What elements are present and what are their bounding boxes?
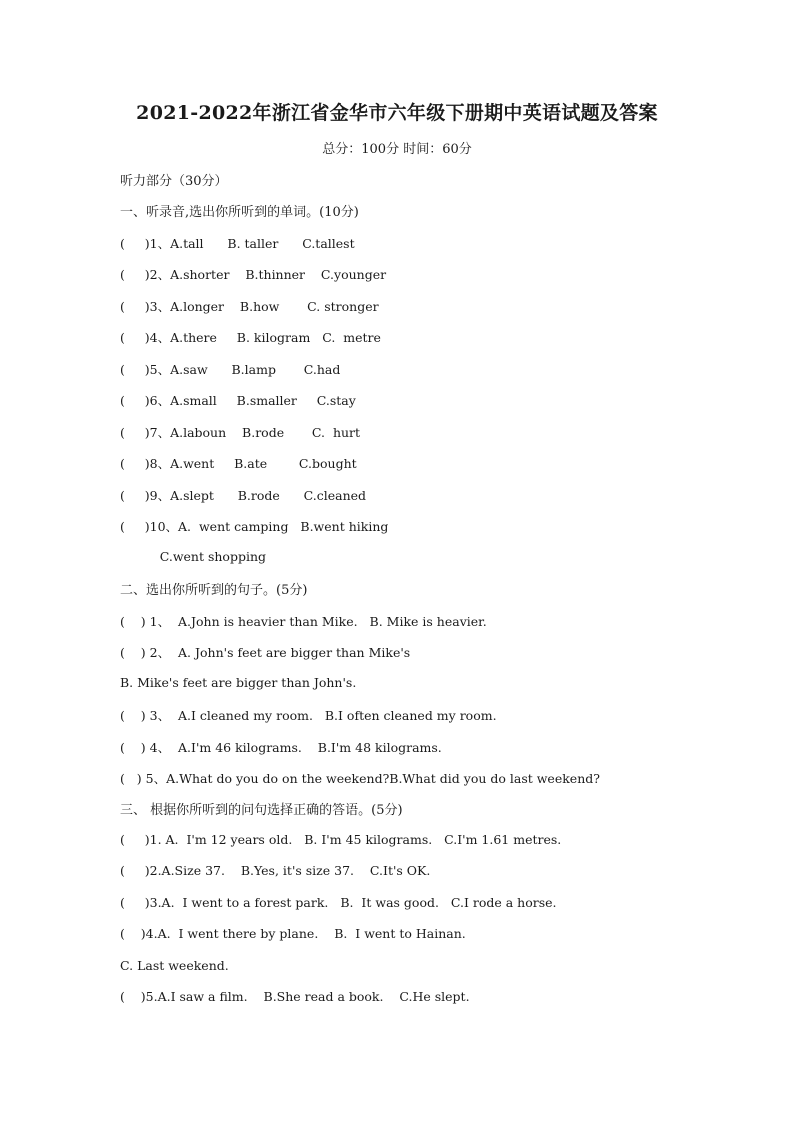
question-line: ( )8、A.went B.ate C.bought [120, 456, 357, 471]
question-line: ( ) 4、 A.I'm 46 kilograms. B.I'm 48 kilograms. [120, 740, 442, 755]
section-1-heading: 一、听录音,选出你所听到的单词。(10分) [120, 205, 359, 220]
question-line: ( )2、A.shorter B.thinner C.younger [120, 267, 387, 282]
question-line: C.went shopping [120, 549, 267, 564]
question-line: ( )5、A.saw B.lamp C.had [120, 362, 341, 377]
question-line: ( )4.A. I went there by plane. B. I went to Hainan. [120, 926, 466, 941]
question-line: ( )3.A. I went to a forest park. B. It was good. C.I rode a horse. [120, 895, 557, 910]
question-line: ( )1、A.tall B. taller C.tallest [120, 236, 355, 251]
question-line: ( )7、A.laboun B.rode C. hurt [120, 425, 361, 440]
score-time-info: 总分：100分 时间：60分 [322, 142, 472, 157]
question-line: ( ) 1、 A.John is heavier than Mike. B. Mike is heavier. [120, 614, 487, 629]
question-line: C. Last weekend. [120, 958, 229, 973]
section-2-heading: 二、选出你所听到的句子。(5分) [120, 583, 308, 598]
question-line: ( )2.A.Size 37. B.Yes, it's size 37. C.It's OK. [120, 863, 431, 878]
question-line: ( ) 3、 A.I cleaned my room. B.I often cleaned my room. [120, 708, 497, 723]
question-line: ( )10、A. went camping B.went hiking [120, 519, 389, 534]
listening-part-label: 听力部分（30分） [120, 174, 228, 189]
section-3-heading: 三、 根据你所听到的问句选择正确的答语。(5分) [120, 803, 403, 818]
question-line: ( ) 2、 A. John's feet are bigger than Mike's [120, 645, 411, 660]
question-line: ( )3、A.longer B.how C. stronger [120, 299, 379, 314]
question-line: ( )4、A.there B. kilogram C. metre [120, 330, 381, 345]
page-title: 2021-2022年浙江省金华市六年级下册期中英语试题及答案 [136, 102, 658, 124]
question-line: ( )9、A.slept B.rode C.cleaned [120, 488, 367, 503]
question-line: ( ) 5、A.What do you do on the weekend?B.What did you do last weekend? [120, 771, 600, 786]
question-line: ( )1. A. I'm 12 years old. B. I'm 45 kilograms. C.I'm 1.61 metres. [120, 832, 562, 847]
question-line: B. Mike's feet are bigger than John's. [120, 675, 357, 690]
question-line: ( )6、A.small B.smaller C.stay [120, 393, 356, 408]
question-line: ( )5.A.I saw a film. B.She read a book. C.He slept. [120, 989, 470, 1004]
